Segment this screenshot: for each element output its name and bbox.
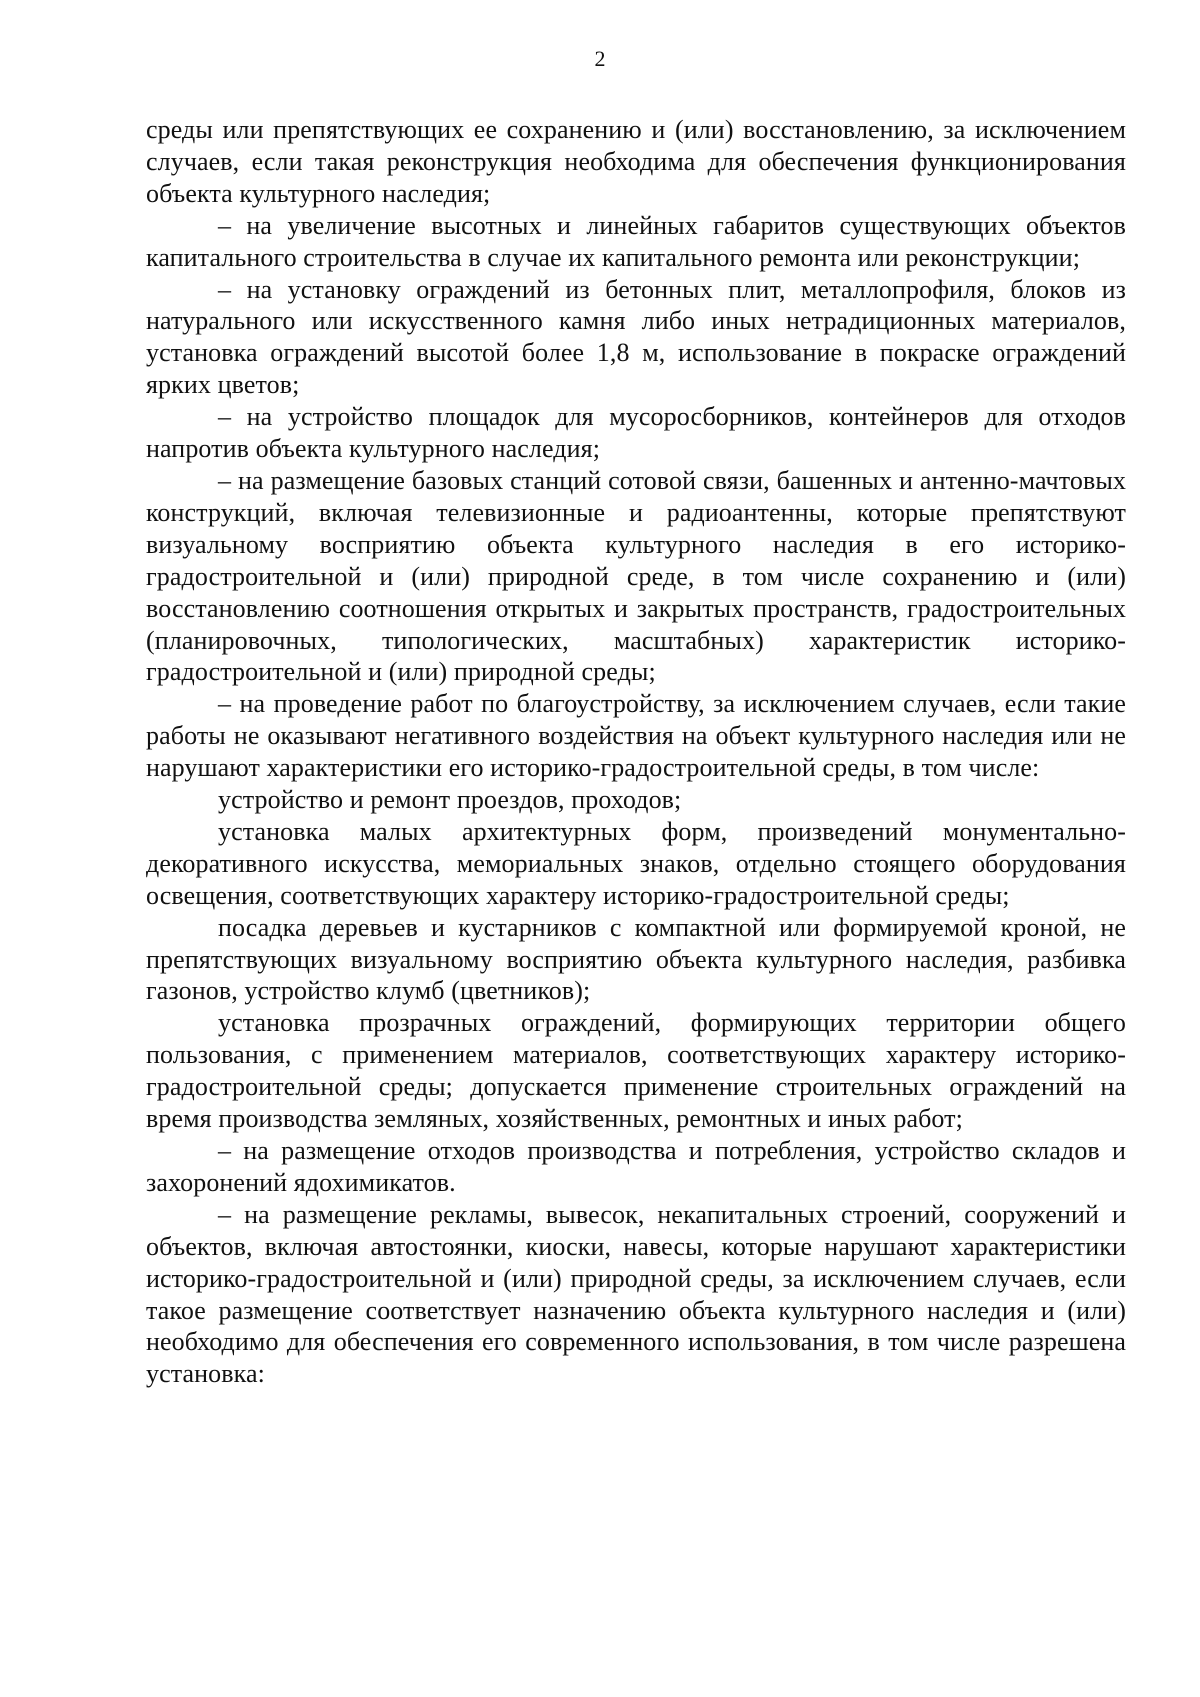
list-item: – на размещение рекламы, вывесок, некапитальных строений, сооружений и объектов, включая автостоянки, киоски, навесы, которые нарушают характеристики историко-градостроительной и (или) природной среды, за исключением случаев, если такое размещение соответствует назначению объекта культурного наследия и (или) необходимо для обеспечения его современного использования, в том числе разрешена установка: [146, 1199, 1126, 1389]
document-body [146, 114, 1126, 1390]
list-item: – на проведение работ по благоустройству, за исключением случаев, если такие работы не оказывают негативного воздействия на объект культурного наследия или не нарушают характеристики его историко-градостроительной среды, в том числе: [146, 689, 1126, 783]
list-item: – на увеличение высотных и линейных габаритов существующих объектов капитального строительства в случае их капитального ремонта или реконструкции; [146, 210, 1126, 272]
list-item: – на устройство площадок для мусоросборников, контейнеров для отходов напротив объекта культурного наследия; [146, 402, 1126, 464]
list-item: – на размещение базовых станций сотовой связи, башенных и антенно-мачтовых конструкций, включая телевизионные и радиоантенны, которые препятствуют визуальному восприятию объекта культурного наследия в его историко-градостроительной и (или) природной среде, в том числе сохранению и (или) восстановлению соотношения открытых и закрытых пространств, градостроительных (планировочных, типологических, масштабных) характеристик историко-градостроительной и (или) природной среды; [146, 465, 1126, 687]
list-subitem: установка прозрачных ограждений, формирующих территории общего пользования, с применением материалов, соответствующих характеру историко-градостроительной среды; допускается применение строительных ограждений на время производства земляных, хозяйственных, ремонтных и иных работ; [146, 1008, 1126, 1134]
list-item: – на размещение отходов производства и потребления, устройство складов и захоронений ядохимикатов. [146, 1136, 1126, 1197]
list-subitem: посадка деревьев и кустарников с компактной или формируемой кроной, не препятствующих визуальному восприятию объекта культурного наследия, разбивка газонов, устройство клумб (цветников); [146, 912, 1126, 1006]
paragraph-continuation: среды или препятствующих ее сохранению и (или) восстановлению, за исключением случаев, если такая реконструкция необходима для обеспечения функционирования объекта культурного наследия; [146, 115, 1126, 208]
page-number: 2 [594, 46, 606, 71]
list-subitem: устройство и ремонт проездов, проходов; [218, 785, 682, 815]
list-subitem: установка малых архитектурных форм, произведений монументально-декоративного искусства, мемориальных знаков, отдельно стоящего оборудования освещения, соответствующих характеру историко-градостроительной среды; [146, 816, 1126, 910]
list-item: – на установку ограждений из бетонных плит, металлопрофиля, блоков из натурального или искусственного камня либо иных нетрадиционных материалов, установка ограждений высотой более 1,8 м, использование в покраске ограждений ярких цветов; [146, 274, 1126, 400]
